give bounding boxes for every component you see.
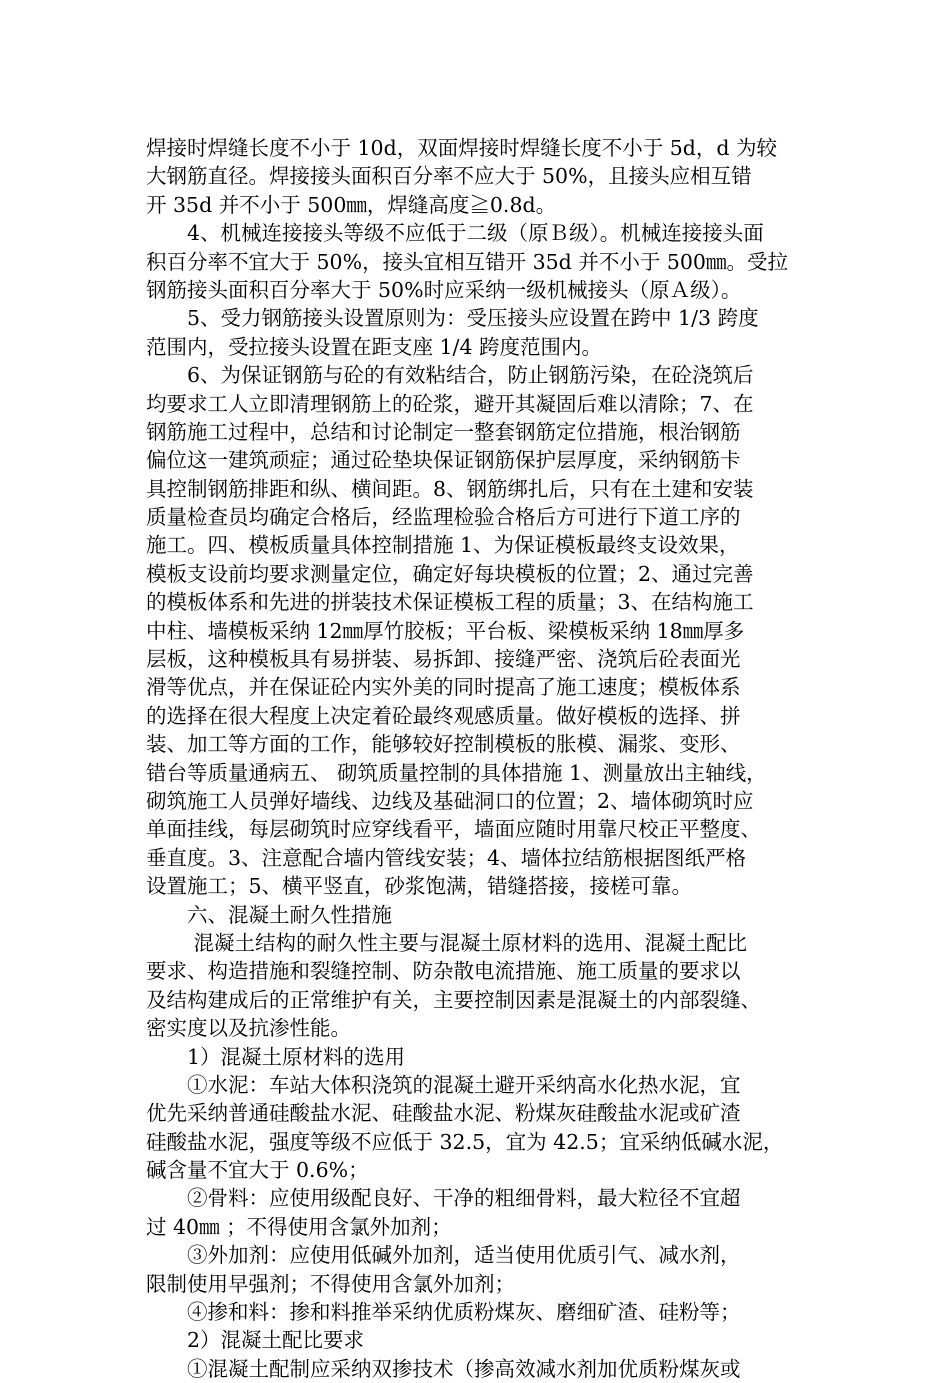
text-line: 的选择在很大程度上决定着砼最终观感质量。做好模板的选择、拼	[146, 703, 741, 728]
text-line: 装、加工等方面的工作，能够较好控制模板的胀模、漏浆、变形、	[146, 732, 741, 757]
text-line: 钢筋施工过程中，总结和讨论制定一整套钢筋定位措施，根治钢筋	[146, 419, 741, 444]
text-line: 滑等优点，并在保证砼内实外美的同时提高了施工速度；模板体系	[146, 675, 741, 700]
text-line: 开 35d 并不小于 500㎜，焊缝高度≧0.8d。	[146, 192, 557, 217]
text-line: 均要求工人立即清理钢筋上的砼浆，避开其凝固后难以清除；7、在	[146, 391, 754, 416]
text-line: 钢筋接头面积百分率大于 50%时应采纳一级机械接头（原Ａ级）。	[146, 277, 742, 302]
text-line: 具控制钢筋排距和纵、横间距。8、钢筋绑扎后，只有在土建和安装	[146, 476, 754, 501]
text-line: 垂直度。3、注意配合墙内管线安装；4、墙体拉结筋根据图纸严格	[146, 845, 747, 870]
text-line: 中柱、墙模板采纳 12㎜厚竹胶板；平台板、梁模板采纳 18㎜厚多	[146, 618, 745, 643]
text-line: 施工。四、模板质量具体控制措施 1、为保证模板最终支设效果，	[146, 533, 740, 558]
text-line: 模板支设前均要求测量定位，确定好每块模板的位置；2、通过完善	[146, 561, 754, 586]
text-line: 1）混凝土原材料的选用	[146, 1044, 406, 1069]
text-line: 碱含量不宜大于 0.6%；	[146, 1158, 369, 1183]
document-body	[146, 134, 806, 1383]
text-line: 错台等质量通病五、 砌筑质量控制的具体措施 1、测量放出主轴线，	[146, 760, 767, 785]
text-line: 4、机械连接接头等级不应低于二级（原Ｂ级）。机械连接接头面	[146, 221, 764, 246]
text-line: 层板，这种模板具有易拼装、易拆卸、接缝严密、浇筑后砼表面光	[146, 647, 741, 672]
text-line: ②骨料：应使用级配良好、干净的粗细骨料，最大粒径不宜超	[146, 1186, 741, 1211]
text-line: 混凝土结构的耐久性主要与混凝土原材料的选用、混凝土配比	[146, 930, 748, 955]
text-line: 砌筑施工人员弹好墙线、边线及基础洞口的位置；2、墙体砌筑时应	[146, 788, 754, 813]
text-line: 要求、构造措施和裂缝控制、防杂散电流措施、施工质量的要求以	[146, 959, 741, 984]
text-line: 优先采纳普通硅酸盐水泥、硅酸盐水泥、粉煤灰硅酸盐水泥或矿渣	[146, 1101, 741, 1126]
text-line: 5、受力钢筋接头设置原则为：受压接头应设置在跨中 1/3 跨度	[146, 306, 759, 331]
text-line: 单面挂线，每层砌筑时应穿线看平，墙面应随时用靠尺校正平整度、	[146, 817, 761, 842]
text-line: 焊接时焊缝长度不小于 10d，双面焊接时焊缝长度不小于 5d，d 为较	[146, 136, 778, 160]
text-line: ④掺和料：掺和料推举采纳优质粉煤灰、磨细矿渣、硅粉等；	[146, 1300, 741, 1325]
text-line: 限制使用早强剂；不得使用含氯外加剂；	[146, 1271, 515, 1296]
text-line: 硅酸盐水泥，强度等级不应低于 32.5，宜为 42.5；宜采纳低碱水泥，	[146, 1129, 784, 1154]
text-line: 积百分率不宜大于 50%，接头宜相互错开 35d 并不小于 500㎜。受拉	[146, 249, 788, 274]
text-line: 及结构建成后的正常维护有关，主要控制因素是混凝土的内部裂缝、	[146, 987, 761, 1012]
text-line: 范围内，受拉接头设置在距支座 1/4 跨度范围内。	[146, 334, 603, 359]
text-line: 2）混凝土配比要求	[146, 1328, 365, 1353]
text-line: ①水泥：车站大体积浇筑的混凝土避开采纳高水化热水泥，宜	[146, 1072, 741, 1097]
text-line: 大钢筋直径。焊接接头面积百分率不应大于 50%，且接头应相互错	[146, 164, 752, 189]
text-line: ①混凝土配制应采纳双掺技术（掺高效减水剂加优质粉煤灰或	[146, 1356, 741, 1381]
text-line: ③外加剂：应使用低碱外加剂，适当使用优质引气、减水剂，	[146, 1243, 741, 1268]
text-line: 设置施工；5、横平竖直，砂浆饱满，错缝搭接，接槎可靠。	[146, 874, 693, 899]
text-line: 过 40㎜ ；不得使用含氯外加剂；	[146, 1214, 452, 1239]
text-line: 质量检查员均确定合格后，经监理检验合格后方可进行下道工序的	[146, 505, 741, 530]
text-line: 六、混凝土耐久性措施	[146, 902, 392, 927]
text-line: 6、为保证钢筋与砼的有效粘结合，防止钢筋污染，在砼浇筑后	[146, 363, 754, 388]
text-line: 的模板体系和先进的拼装技术保证模板工程的质量；3、在结构施工	[146, 590, 754, 615]
text-line: 密实度以及抗渗性能。	[146, 1016, 351, 1041]
text-line: 偏位这一建筑顽症；通过砼垫块保证钢筋保护层厚度，采纳钢筋卡	[146, 448, 741, 473]
